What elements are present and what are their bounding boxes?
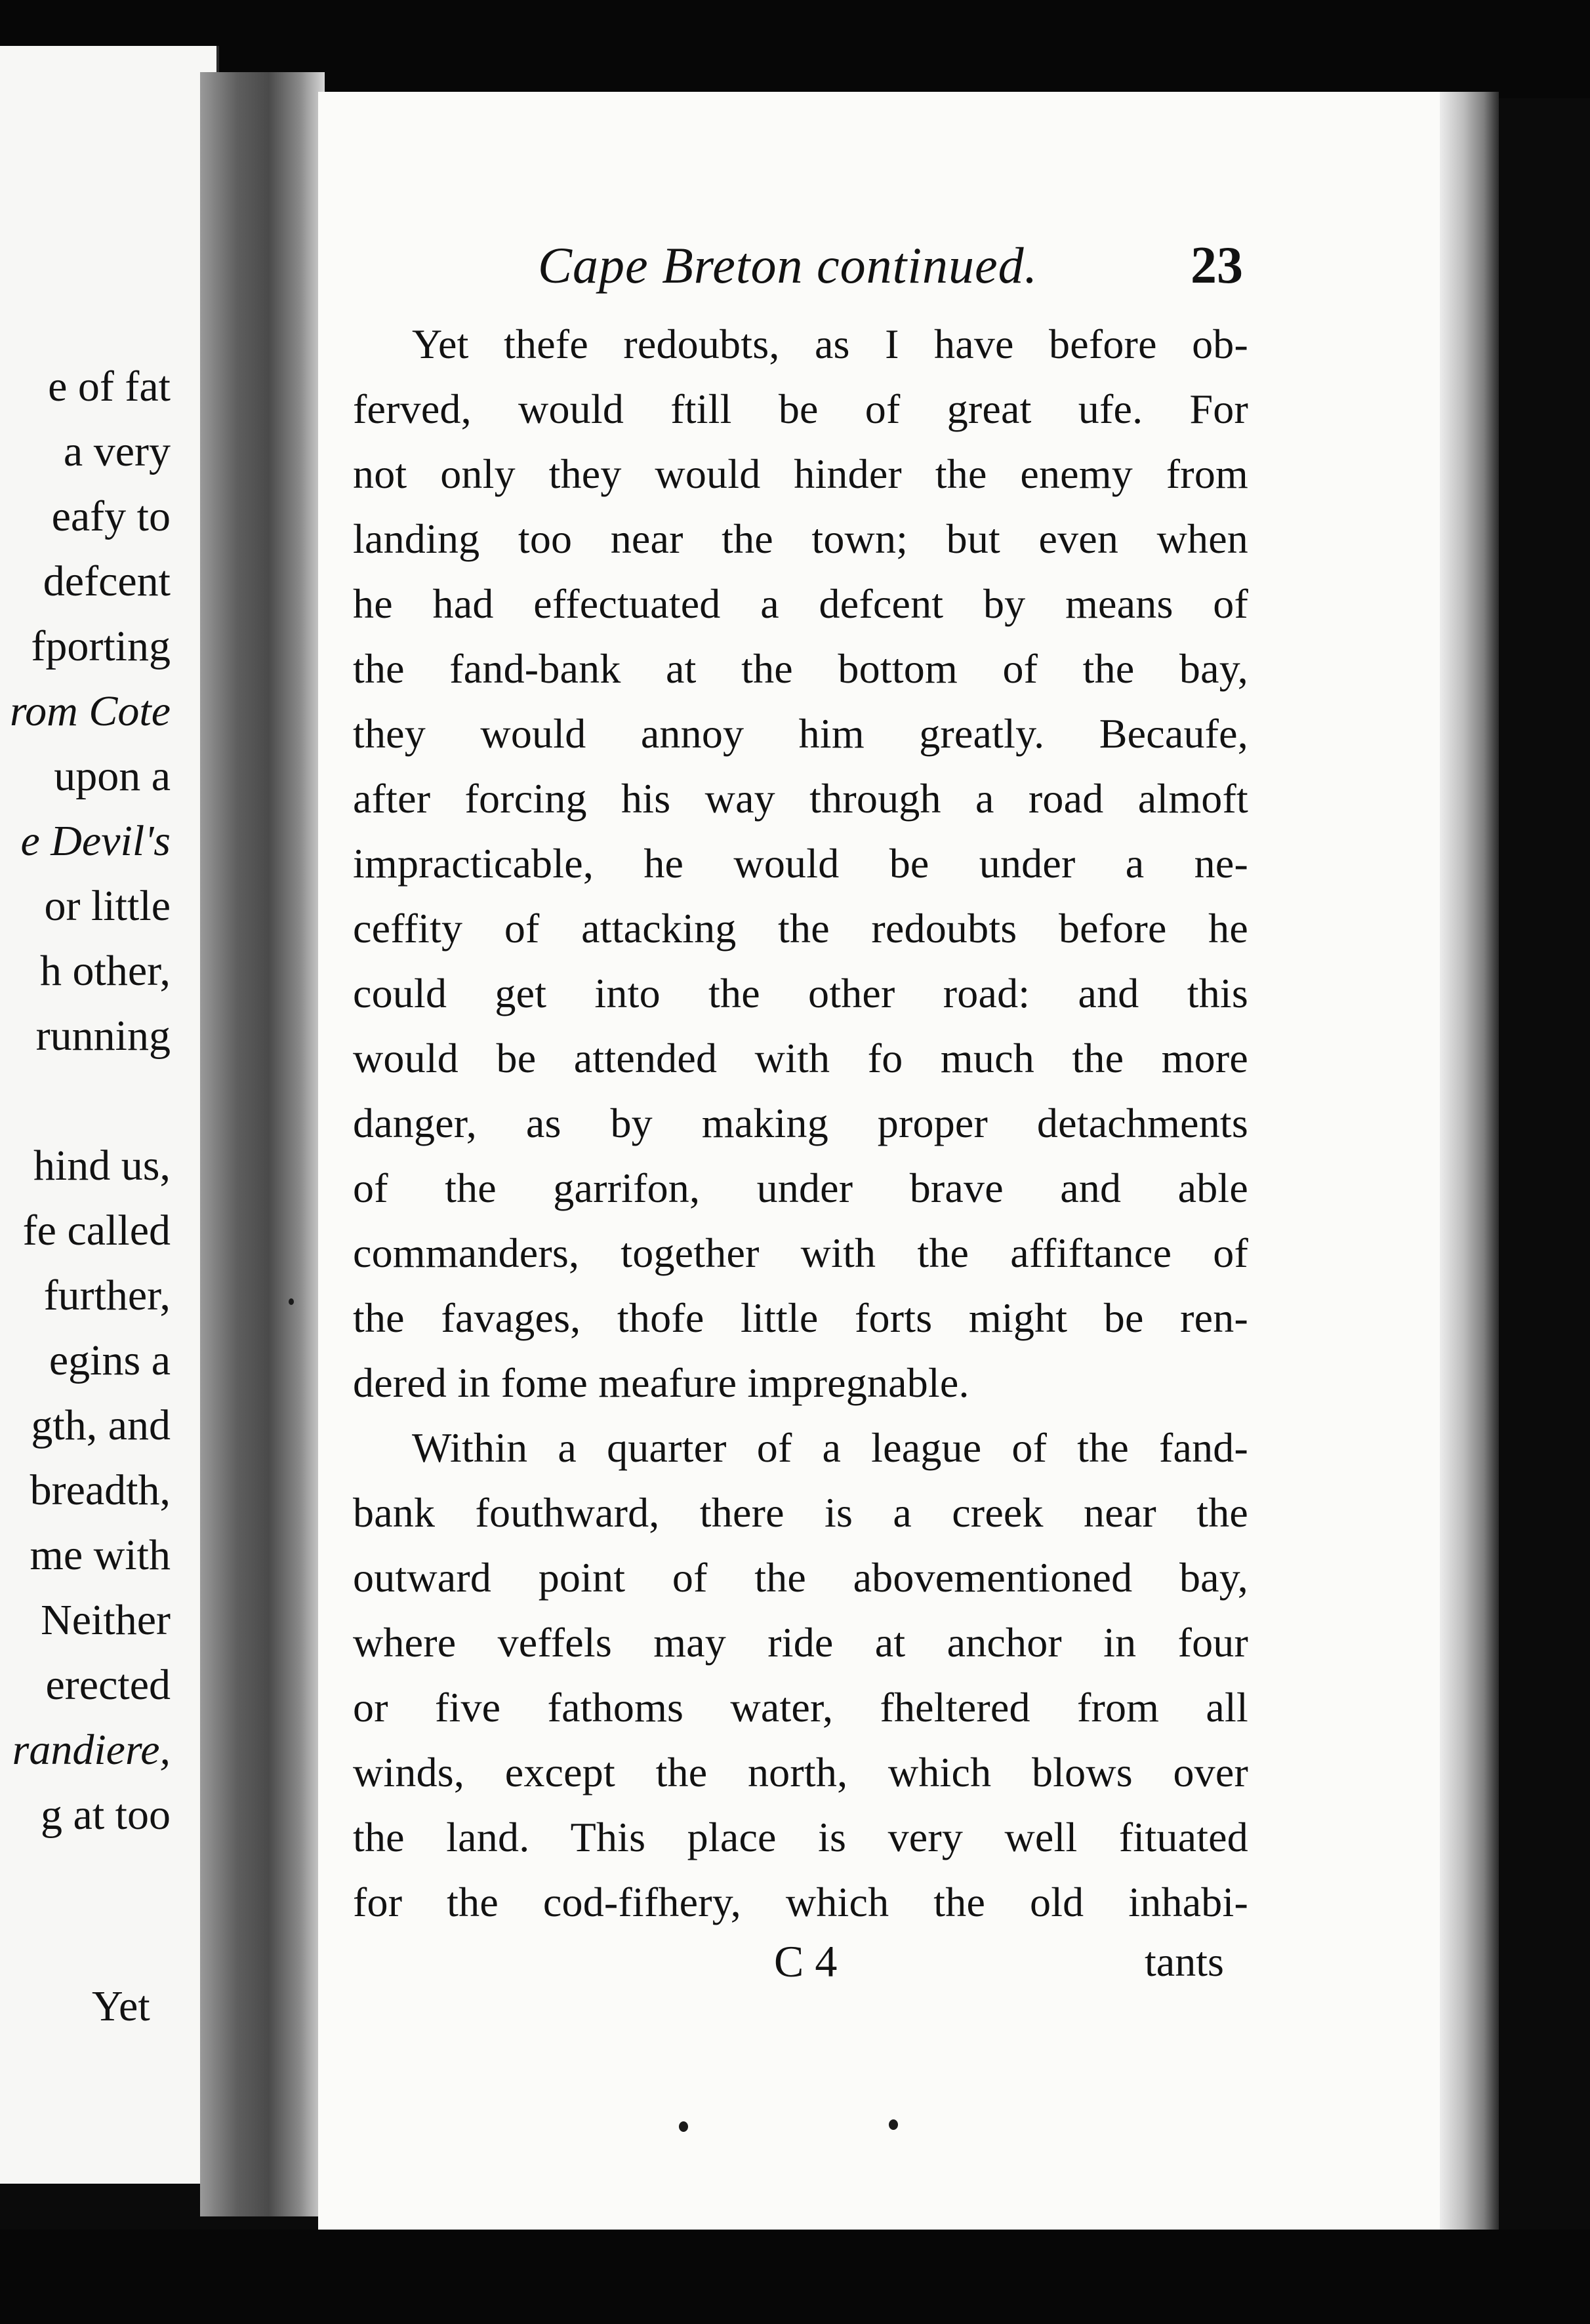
text-line: the land. This place is very well fituated: [353, 1814, 1248, 1860]
text-line: danger, as by making proper detachments: [353, 1100, 1248, 1146]
text-line: commanders, together with the affiftance of: [353, 1230, 1248, 1276]
text-line: ferved, would ftill be of great ufe. For: [353, 386, 1248, 432]
text-line: for the cod-fifhery, which the old inhabi-: [353, 1879, 1248, 1925]
text-line: not only they would hinder the enemy from: [353, 451, 1248, 497]
prev-line: hind us,: [33, 1142, 171, 1190]
text-line: Within a quarter of a league of the fand-: [412, 1424, 1248, 1471]
prev-line: a very: [63, 428, 171, 475]
catchword: tants: [1145, 1938, 1224, 1985]
prev-line: h other,: [40, 947, 171, 995]
prev-line: or little: [44, 882, 171, 930]
prev-line: erected: [45, 1661, 171, 1709]
previous-page-text: [0, 354, 171, 1847]
text-line: Yet thefe redoubts, as I have before ob-: [412, 321, 1248, 367]
signature-mark: C 4: [774, 1936, 838, 1986]
text-line: landing too near the town; but even when: [353, 515, 1248, 562]
scan-speck: [679, 2121, 688, 2132]
prev-line: [0, 1068, 171, 1133]
scan-speck: [889, 2119, 898, 2130]
text-line: or five fathoms water, fheltered from all: [353, 1684, 1248, 1731]
previous-page-catchword: Yet: [92, 1982, 150, 2030]
text-line: they would annoy him greatly. Becaufe,: [353, 710, 1248, 757]
prev-line: fporting: [31, 622, 171, 670]
page-number: 23: [1191, 237, 1243, 294]
previous-page: [0, 46, 219, 2184]
prev-line: me with: [30, 1531, 171, 1579]
prev-line: g at too: [41, 1791, 171, 1839]
text-line: bank fouthward, there is a creek near the: [353, 1489, 1248, 1536]
prev-line: rom Cote: [9, 687, 171, 735]
scan-border-bottom: [0, 2230, 1590, 2324]
text-line: impracticable, he would be under a ne-: [353, 840, 1248, 887]
page-edge-shadow: [1440, 92, 1499, 2249]
text-line: could get into the other road: and this: [353, 970, 1248, 1016]
text-line: he had effectuated a defcent by means of: [353, 580, 1248, 627]
prev-line: egins a: [49, 1336, 171, 1384]
prev-line: randiere,: [12, 1726, 171, 1774]
prev-line: eafy to: [51, 492, 171, 540]
prev-line: running: [35, 1012, 171, 1060]
text-line: where veffels may ride at anchor in four: [353, 1619, 1248, 1666]
text-line: winds, except the north, which blows over: [353, 1749, 1248, 1795]
prev-line: fe called: [22, 1207, 171, 1254]
prev-line: gth, and: [31, 1401, 171, 1449]
prev-line: Neither: [41, 1596, 171, 1644]
prev-line: e of fat: [48, 363, 171, 411]
prev-line: defcent: [43, 557, 171, 605]
text-line: outward point of the abovementioned bay,: [353, 1554, 1248, 1601]
text-line: after forcing his way through a road almoft: [353, 775, 1248, 822]
text-line: the favages, thofe little forts might be ren-: [353, 1294, 1248, 1341]
prev-line: breadth,: [30, 1466, 171, 1514]
text-line: ceffity of attacking the redoubts before he: [353, 905, 1248, 952]
text-line: the fand-bank at the bottom of the bay,: [353, 645, 1248, 692]
book-gutter: [200, 72, 325, 2216]
running-head: Cape Breton continued.: [538, 237, 1038, 294]
prev-line: upon a: [54, 752, 171, 800]
scan-speck: [289, 1298, 294, 1305]
prev-line: e Devil's: [20, 817, 171, 865]
text-line: of the garrifon, under brave and able: [353, 1165, 1248, 1211]
text-line: dered in fome meafure impregnable.: [353, 1359, 969, 1406]
prev-line: further,: [43, 1272, 171, 1319]
text-line: would be attended with fo much the more: [353, 1035, 1248, 1081]
page-body-text: [353, 311, 1248, 1934]
